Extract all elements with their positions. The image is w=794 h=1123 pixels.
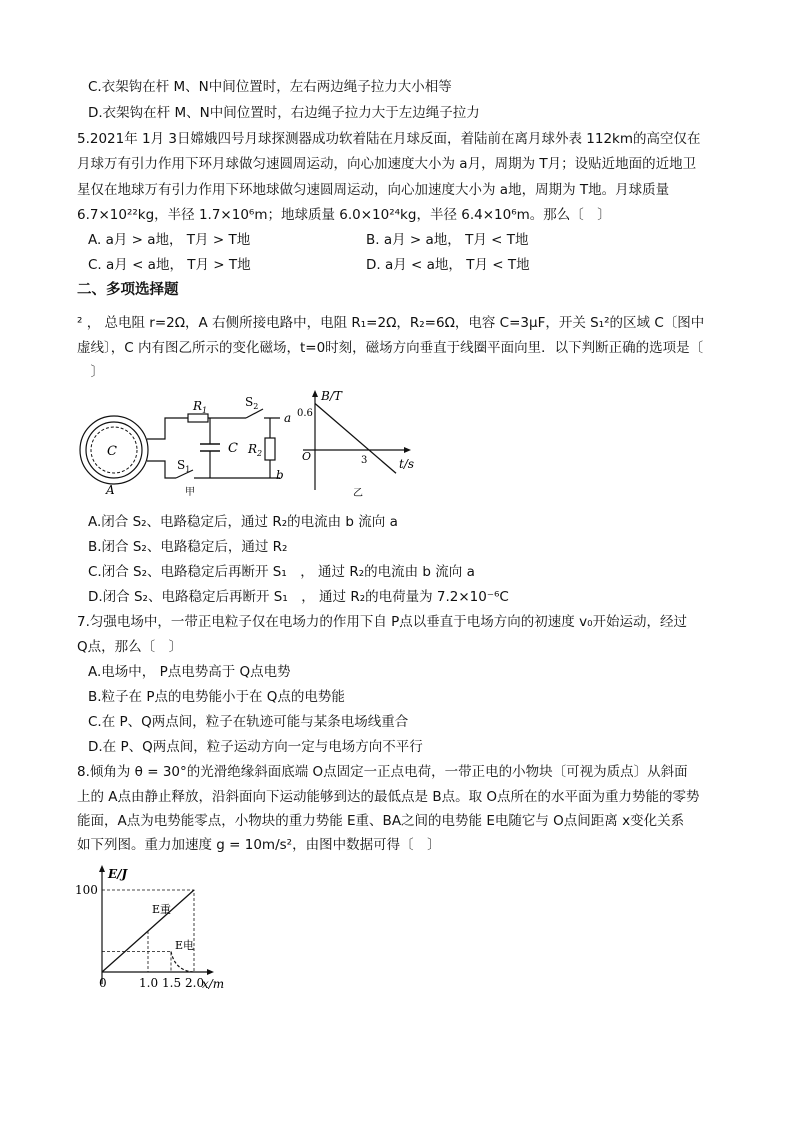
q8-stem-line2: 上的 A点由静止释放，沿斜面向下运动能够到达的最低点是 B点。取 O点所在的水平面为重力势能的零势 <box>77 789 700 805</box>
q7-option-a: A.电场中， P点电势高于 Q点电势 <box>88 664 291 680</box>
resistor-r1 <box>188 414 208 422</box>
q6-bt-chart <box>295 388 420 498</box>
q7-option-d: D.在 P、Q两点间，粒子运动方向一定与电场方向不平行 <box>88 739 423 755</box>
q6-option-a: A.闭合 S₂、电路稳定后，通过 R₂的电流由 b 流向 a <box>88 514 398 530</box>
node-a-label: a <box>284 411 292 425</box>
y-axis-label: B/T <box>321 389 342 403</box>
q5-option-a: A. a月 > a地， T月 > T地 <box>88 232 251 248</box>
q7-option-b: B.粒子在 P点的电势能小于在 Q点的电势能 <box>88 689 345 705</box>
e-elec-series-curve <box>171 952 194 973</box>
y-axis-label: E/J <box>108 867 128 881</box>
x-tick-label-2: 1.5 <box>162 976 182 990</box>
q8-energy-chart <box>70 862 240 992</box>
q5-stem-line4: 6.7×10²²kg，半径 1.7×10⁶m；地球质量 6.0×10²⁴kg，半径 6.4×10⁶m。那么〔 〕 <box>77 207 611 223</box>
q5-option-d: D. a月 < a地， T月 < T地 <box>366 257 530 273</box>
x-axis-label: x/m <box>202 977 225 991</box>
q7-stem-line2: Q点，那么〔 〕 <box>77 639 183 655</box>
r2-label: $R_2$ <box>248 442 263 458</box>
q4-option-d: D.衣架钩在杆 M、N中间位置时，右边绳子拉力大于左边绳子拉力 <box>88 105 480 121</box>
q6-option-b: B.闭合 S₂、电路稳定后，通过 R₂ <box>88 539 288 555</box>
q5-option-c: C. a月 < a地， T月 > T地 <box>88 257 251 273</box>
q6-option-d: D.闭合 S₂、电路稳定后再断开 S₁ ， 通过 R₂的电荷量为 7.2×10⁻⁶C <box>88 589 509 605</box>
x-tick-label-0: 0 <box>99 976 107 990</box>
x-axis-arrow <box>207 969 214 975</box>
e-grav-series-line <box>102 890 194 972</box>
x-axis-arrow <box>404 447 411 453</box>
y-tick-label-100: 100 <box>75 883 98 897</box>
q5-stem-line2: 月球万有引力作用下环月球做匀速圆周运动，向心加速度大小为 a月，周期为 T月；设贴近地面的近地卫 <box>77 156 697 172</box>
origin-label: O <box>302 450 312 463</box>
x-axis-label: t/s <box>399 457 415 471</box>
q6-stem-line2: 虚线〕，C 内有图乙所示的变化磁场，t=0时刻，磁场方向垂直于线圈平面向里．以下判断正确的选项是〔 <box>77 340 704 356</box>
q6-option-c: C.闭合 S₂、电路稳定后再断开 S₁ ， 通过 R₂的电流由 b 流向 a <box>88 564 475 580</box>
x-tick-label-3: 2.0 <box>185 976 205 990</box>
y-tick-label: 0.6 <box>297 408 313 419</box>
q8-stem-line3: 能面，A点为电势能零点，小物块的重力势能 E重、BA之间的电势能 E电随它与 O点间距离 x变化关系 <box>77 813 685 829</box>
y-axis-arrow <box>312 390 318 397</box>
coil-region-label: C <box>107 444 117 459</box>
q5-option-b: B. a月 > a地， T月 < T地 <box>366 232 529 248</box>
figure-caption-jia: 甲 <box>185 487 195 498</box>
q7-option-c: C.在 P、Q两点间，粒子在轨迹可能与某条电场线重合 <box>88 714 409 730</box>
q5-stem-line3: 星仅在地球万有引力作用下环地球做匀速圆周运动，向心加速度大小为 a地，周期为 T地。月球质量 <box>77 182 670 198</box>
coil-label: A <box>106 483 115 497</box>
s1-label: $S_1$ <box>177 458 191 474</box>
section-heading-multiple-choice: 二、多项选择题 <box>77 282 179 298</box>
q8-stem-line4: 如下列图。重力加速度 g = 10m/s²，由图中数据可得〔 〕 <box>77 837 441 853</box>
q8-stem-line1: 8.倾角为 θ = 30°的光滑绝缘斜面底端 O点固定一正点电荷，一带正电的小物块〔可视为质点〕从斜面 <box>77 764 688 780</box>
bottom-wire <box>147 461 280 478</box>
e-grav-series-label: E重 <box>152 902 172 916</box>
q4-option-c: C.衣架钩在杆 M、N中间位置时，左右两边绳子拉力大小相等 <box>88 79 452 95</box>
q5-stem-line1: 5.2021年 1月 3日嫦娥四号月球探测器成功软着陆在月球反面，着陆前在离月球外表 112km的高空仅在 <box>77 131 701 147</box>
q6-stem-line1: ² ， 总电阻 r=2Ω，A 右侧所接电路中，电阻 R₁=2Ω，R₂=6Ω，电容 C=3μF，开关 S₁²的区域 C〔图中 <box>77 315 705 331</box>
y-axis-arrow <box>99 865 105 872</box>
b-t-series-line <box>315 404 396 474</box>
x-tick-label: 3 <box>361 455 368 466</box>
capacitor-label: C <box>228 441 238 456</box>
q7-stem-line1: 7.匀强电场中，一带正电粒子仅在电场力的作用下自 P点以垂直于电场方向的初速度 v₀开始运动，经过 <box>77 614 688 630</box>
figure-caption-yi: 乙 <box>353 488 363 498</box>
q6-circuit-diagram <box>70 390 300 500</box>
node-b-label: b <box>276 468 284 482</box>
q6-stem-line3: 〕 <box>77 364 104 380</box>
r1-label: $R_1$ <box>193 399 208 415</box>
resistor-r2 <box>265 438 275 460</box>
e-elec-series-label: E电 <box>175 939 195 953</box>
guide-line <box>102 952 171 973</box>
s2-label: $S_2$ <box>245 395 259 411</box>
x-tick-label-1: 1.0 <box>139 976 159 990</box>
